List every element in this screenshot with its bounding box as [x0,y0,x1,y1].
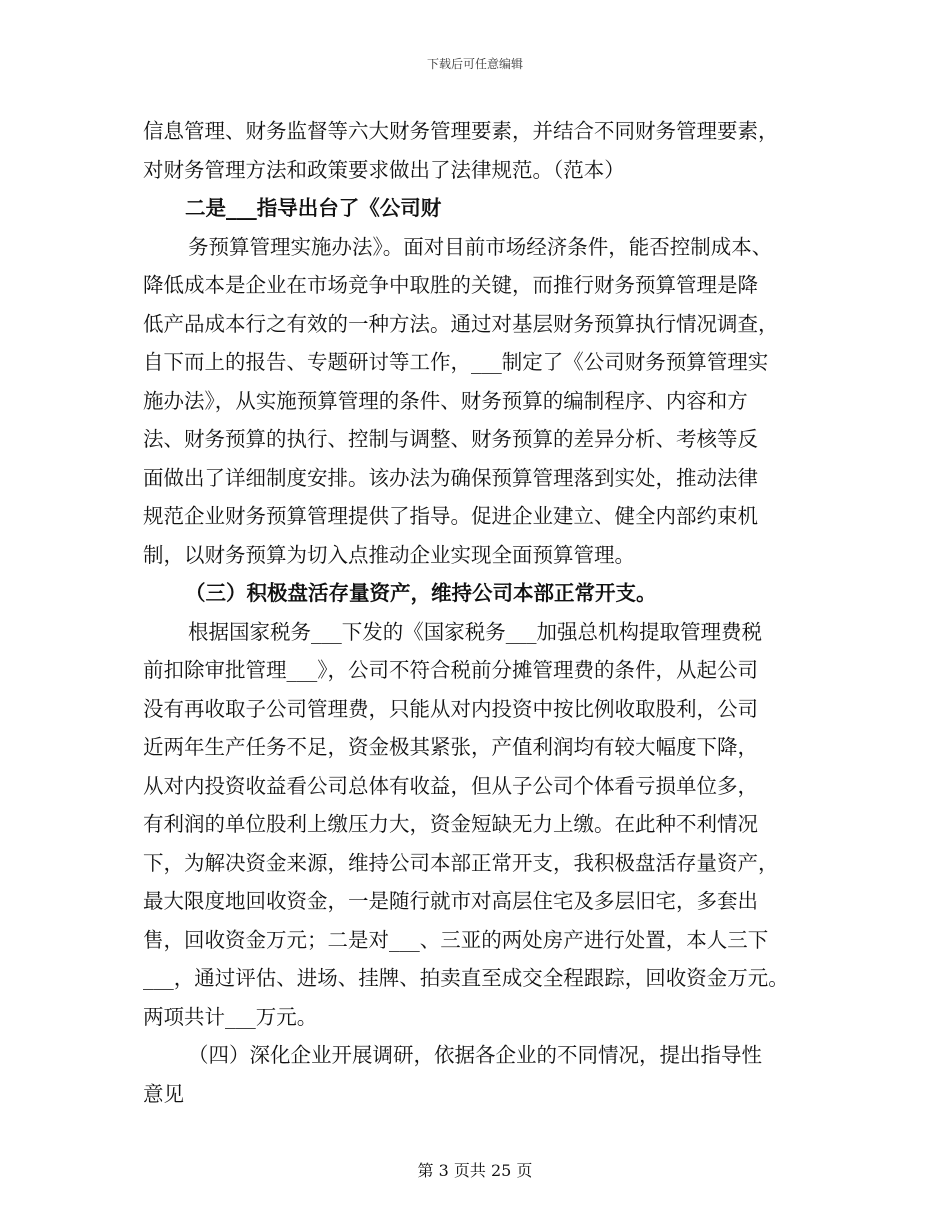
text-line: 面做出了详细制度安排。该办法为确保预算管理落到实处，推动法律 [143,465,758,490]
document-body [143,112,823,1113]
text-line: 根据国家税务___下发的《国家税务___加强总机构提取管理费税 [188,619,762,644]
page-header: 下载后可任意编辑 [426,57,523,71]
text-line: 没有再收取子公司管理费，只能从对内投资中按比例收取股利，公司 [143,696,758,721]
section-heading: 二是___指导出台了《公司财 [185,196,442,220]
text-line: 施办法》，从实施预算管理的条件、财务预算的编制程序、内容和方 [143,388,748,413]
section-heading: （三）积极盘活存量资产，维持公司本部正常开支。 [185,581,657,605]
text-line: 对财务管理方法和政策要求做出了法律规范。（范本） [143,157,625,182]
text-line: 最大限度地回收资金，一是随行就市对高层住宅及多层旧宅，多套出 [143,889,758,913]
page-number: 第 3 页共 25 页 [417,1161,533,1180]
text-line: 降低成本是企业在市场竞争中取胜的关键，而推行财务预算管理是降 [143,273,758,297]
text-line: 下，为解决资金来源，维持公司本部正常开支，我积极盘活存量资产， [143,850,779,875]
text-line: ___，通过评估、进场、挂牌、拍卖直至成交全程跟踪，回收资金万元。 [143,966,789,990]
text-line: 意见 [143,1081,184,1106]
text-line: （四）深化企业开展调研，依据各企业的不同情况，提出指导性 [188,1043,762,1067]
text-line: 两项共计___万元。 [143,1004,318,1029]
text-line: 法、财务预算的执行、控制与调整、财务预算的差异分析、考核等反 [143,427,758,451]
text-line: 自下而上的报告、专题研讨等工作，___制定了《公司财务预算管理实 [143,350,769,374]
text-line: 低产品成本行之有效的一种方法。通过对基层财务预算执行情况调查， [143,311,779,336]
text-line: 制，以财务预算为切入点推动企业实现全面预算管理。 [143,542,635,567]
text-line: 前扣除审批管理___》，公司不符合税前分摊管理费的条件，从起公司 [143,658,758,682]
text-line: 近两年生产任务不足，资金极其紧张，产值利润均有较大幅度下降， [143,735,758,759]
text-line: 有利润的单位股利上缴压力大，资金短缺无力上缴。在此种不利情况 [143,812,758,836]
text-line: 售，回收资金万元；二是对___、三亚的两处房产进行处置，本人三下 [143,927,769,952]
text-line: 从对内投资收益看公司总体有收益，但从子公司个体看亏损单位多， [143,773,758,798]
text-line: 务预算管理实施办法》。面对目前市场经济条件，能否控制成本、 [188,234,773,259]
text-line: 信息管理、财务监督等六大财务管理要素，并结合不同财务管理要素， [143,119,779,143]
text-line: 规范企业财务预算管理提供了指导。促进企业建立、健全内部约束机 [143,504,758,528]
